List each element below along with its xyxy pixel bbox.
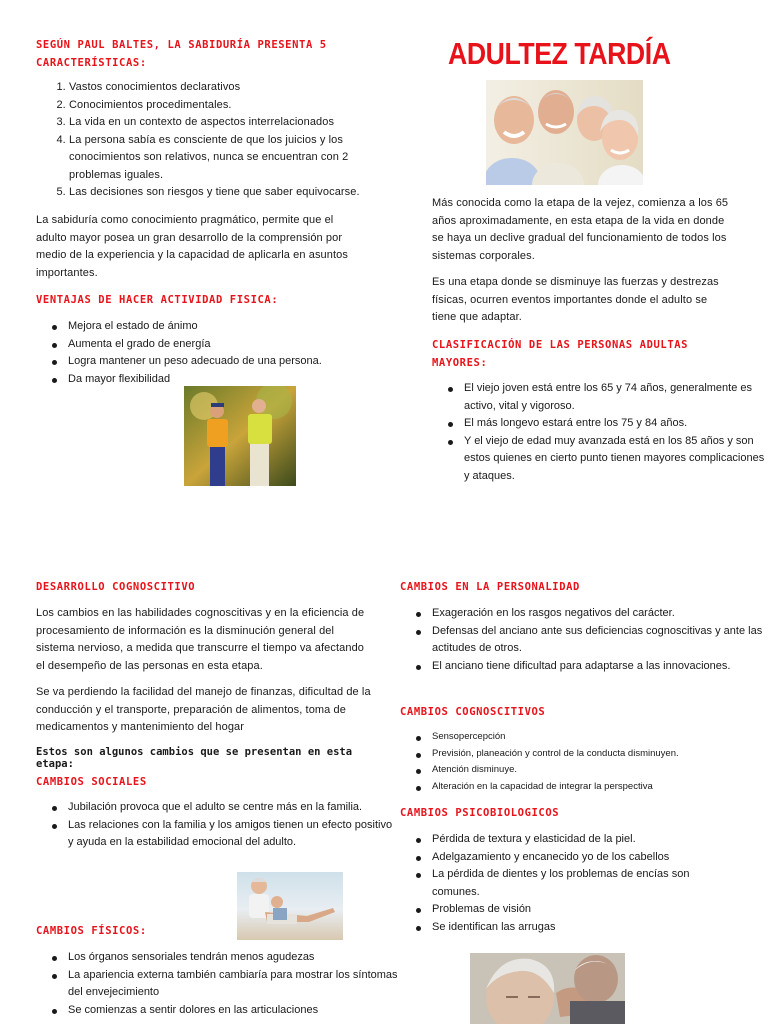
list-item: Defensas del anciano ante sus deficiencias cognoscitivas y ante las actitudes de otros.: [432, 623, 767, 658]
personality-changes-list: [400, 605, 767, 675]
physical-changes-heading: CAMBIOS FÍSICOS:: [36, 925, 147, 937]
classification-list: [432, 380, 768, 485]
list-item: La apariencia externa también cambiaría para mostrar los síntomas del envejecimiento: [68, 967, 403, 1002]
psychobiological-changes-list: [400, 831, 737, 936]
elderly-group-photo: [486, 80, 643, 185]
list-item: Aumenta el grado de energía: [68, 336, 388, 354]
cognitive-development-paragraph-1: Los cambios en las habilidades cognoscitivas y en la eficiencia de procesamiento de información es la disminución general del sistema nervioso, a medida que transcurre el tiempo va afectando el desempeño de las personas en esta etapa.: [36, 607, 365, 672]
list-item: Pérdida de textura y elasticidad de la piel.: [432, 831, 737, 849]
baltes-heading: SEGÚN PAUL BALTES, LA SABIDURÍA PRESENTA 5 CARACTERÍSTICAS:: [36, 39, 327, 69]
social-changes-heading: CAMBIOS SOCIALES: [36, 776, 147, 788]
physical-changes-list: [36, 949, 403, 1019]
intro-paragraph-2: Es una etapa donde se disminuye las fuerzas y destrezas físicas, ocurren eventos importantes donde el adulto se tiene que adaptar.: [432, 276, 719, 323]
list-item: 1. Vastos conocimientos declarativos: [69, 79, 399, 97]
list-item: Las relaciones con la familia y los amigos tienen un efecto positivo y ayuda en la estabilidad emocional del adulto.: [68, 817, 398, 852]
social-changes-list: [36, 799, 398, 852]
psychobiological-changes-heading: CAMBIOS PSICOBIOLOGICOS: [400, 807, 560, 819]
elderly-couple-photo: [470, 953, 625, 1024]
list-item: Jubilación provoca que el adulto se centre más en la familia.: [68, 799, 398, 817]
changes-intro: Estos son algunos cambios que se presentan en esta etapa:: [36, 746, 353, 770]
benefits-heading: VENTAJAS DE HACER ACTIVIDAD FISICA:: [36, 294, 279, 306]
list-item: El anciano tiene dificultad para adaptarse a las innovaciones.: [432, 658, 767, 676]
list-item: Y el viejo de edad muy avanzada está en los 85 años y son estos quienes en cierto punto tienen mayores complicaciones y ataques.: [464, 433, 768, 486]
cognitive-changes-heading: CAMBIOS COGNOSCITIVOS: [400, 706, 546, 718]
baltes-list: [36, 79, 399, 202]
list-item: Problemas de visión: [432, 901, 737, 919]
list-item: 2. Conocimientos procedimentales.: [69, 97, 399, 115]
cognitive-development-heading: DESARROLLO COGNOSCITIVO: [36, 581, 196, 593]
elderly-beach-photo: [237, 872, 343, 940]
list-item: Atención disminuye.: [432, 762, 767, 779]
list-item: La pérdida de dientes y los problemas de encías son comunes.: [432, 866, 737, 901]
page-title: ADULTEZ TARDÍA: [448, 36, 671, 71]
list-item: 5. Las decisiones son riesgos y tiene que saber equivocarse.: [69, 184, 399, 202]
list-item: Sensopercepción: [432, 729, 767, 746]
list-item: 3. La vida en un contexto de aspectos interrelacionados: [69, 114, 399, 132]
list-item: Se comienzas a sentir dolores en las articulaciones: [68, 1002, 403, 1020]
personality-changes-heading: CAMBIOS EN LA PERSONALIDAD: [400, 581, 580, 593]
cognitive-development-paragraph-2: Se va perdiendo la facilidad del manejo de finanzas, dificultad de la conducción y el transporte, preparación de alimentos, toma de medicamentos y mantenimiento del hogar: [36, 686, 371, 733]
elderly-walking-photo: [184, 386, 296, 486]
cognitive-changes-list: [400, 729, 767, 795]
list-item: Exageración en los rasgos negativos del carácter.: [432, 605, 767, 623]
list-item: Alteración en la capacidad de integrar la perspectiva: [432, 779, 767, 796]
wisdom-paragraph: La sabiduría como conocimiento pragmático, permite que el adulto mayor posea un gran desarrollo de la comprensión por medio de la experiencia y la capacidad de aplicarla en asuntos importantes.: [36, 214, 348, 279]
intro-paragraph-1: Más conocida como la etapa de la vejez, comienza a los 65 años aproximadamente, en esta etapa de la vida en donde se haya un declive gradual del funcionamiento de todos los sistemas corporales.: [432, 197, 729, 262]
list-item: Adelgazamiento y encanecido yo de los cabellos: [432, 849, 737, 867]
list-item: Logra mantener un peso adecuado de una persona.: [68, 353, 388, 371]
list-item: Da mayor flexibilidad: [68, 371, 388, 389]
classification-heading: CLASIFICACIÓN DE LAS PERSONAS ADULTAS MAYORES:: [432, 339, 689, 369]
list-item: 4. La persona sabía es consciente de que los juicios y los conocimientos son relativos, nunca se encuentran con 2 problemas iguales.: [69, 132, 399, 185]
list-item: Mejora el estado de ánimo: [68, 318, 388, 336]
list-item: Los órganos sensoriales tendrán menos agudezas: [68, 949, 403, 967]
list-item: Previsión, planeación y control de la conducta disminuyen.: [432, 746, 767, 763]
benefits-list: [36, 318, 388, 388]
list-item: El más longevo estará entre los 75 y 84 años.: [464, 415, 768, 433]
list-item: Se identifican las arrugas: [432, 919, 737, 937]
list-item: El viejo joven está entre los 65 y 74 años, generalmente es activo, vital y vigoroso.: [464, 380, 768, 415]
